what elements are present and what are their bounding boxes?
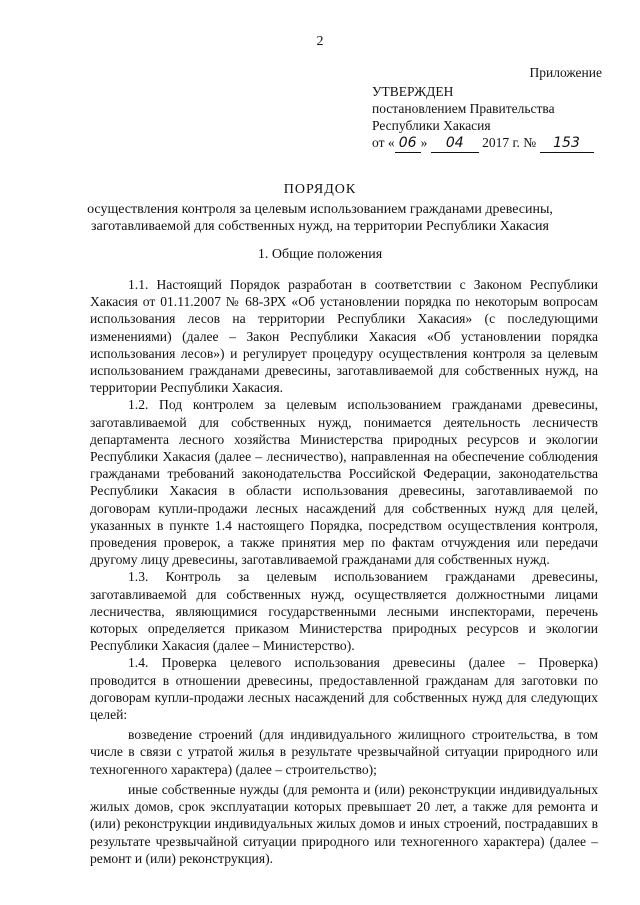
handwritten-month: 04 [431,135,479,153]
appendix-label: Приложение [529,65,602,80]
paragraph-1-3: 1.3. Контроль за целевым использованием гражданами древесины, заготавливаемой для собственных нужд, осуществляется должностными лицами лесничества, являющимися государственными лесными инспекторами, перечень которых определяется приказом Министерства природных ресурсов и экологии Республики Хакасия (далее – Министерство). [90,569,598,654]
document-title: ПОРЯДОК [283,182,357,197]
page-number: 2 [316,34,324,49]
document-body [90,276,598,867]
paragraph-1-2: 1.2. Под контролем за целевым использованием гражданами древесины, заготавливаемой для собственных нужд, понимается деятельность лесничеств департамента лесного хозяйства Министерства природных ресурсов и экологии Республики Хакасия (далее – лесничество), направленная на обеспечение соблюдения гражданами требований законодательства Российской Федерации, законодательства Республики Хакасия в области использования древесины, заготавливаемой по договорам купли-продажи лесных насаждений для собственных нужд для целей, указанных в пункте 1.4 настоящего Порядка, посредством осуществления контроля, проведения проверок, а также принятия мер по фактам отчуждения или передачи другому лицу древесины, заготавливаемой гражданами для собственных нужд. [90,397,598,568]
paragraph-1-4: 1.4. Проверка целевого использования древесины (далее – Проверка) проводится в отношении древесины, предоставленной гражданам для заготовки по договорам купли-продажи лесных насаждений для собственных нужд для следующих целей: [90,655,598,723]
approval-date-line [372,134,602,153]
document-title-block [0,181,640,235]
list-item-construction: возведение строений (для индивидуального жилищного строительства, в том числе в связи с утратой жилья в результате чрезвычайной ситуации природного или техногенного характера) (далее – строительство); [90,727,598,777]
date-prefix: от « [372,135,395,150]
approval-line-1: постановлением Правительства [372,101,555,116]
paragraph-1-1: 1.1. Настоящий Порядок разработан в соответствии с Законом Республики Хакасия от 01.11.2007 № 68-ЗРХ «Об установлении порядка по некоторым вопросам использования лесов на территории Республики Хакасия» (с последующими изменениями) (далее – Закон Республики Хакасия «Об установлении порядка использования лесов») и регулирует процедуру осуществления контроля за целевым использованием гражданами древесины, заготавливаемой для собственных нужд, на территории Республики Хакасия. [90,277,598,396]
approved-label: УТВЕРЖДЕН [372,84,454,99]
date-mid: » [420,135,428,150]
year-text: 2017 г. № [482,135,537,150]
section-heading: 1. Общие положения [257,247,383,262]
approval-block [372,64,602,153]
handwritten-day: 06 [395,135,421,153]
list-item-repair: иные собственные нужды (для ремонта и (или) реконструкции индивидуальных жилых домов, срок эксплуатации которых превышает 20 лет, а также для ремонта и (или) реконструкции индивидуальных жилых домов и иных строений, пострадавших в результате чрезвычайной ситуации природного или техногенного характера) (далее – ремонт и (или) реконструкция). [90,781,598,866]
document-subtitle-line-2: заготавливаемой для собственных нужд, на территории Республики Хакасия [91,219,549,234]
document-subtitle-line-1: осуществления контроля за целевым использованием гражданами древесины, [87,202,553,217]
approval-line-2: Республики Хакасия [372,118,491,133]
handwritten-number: 153 [540,135,594,153]
